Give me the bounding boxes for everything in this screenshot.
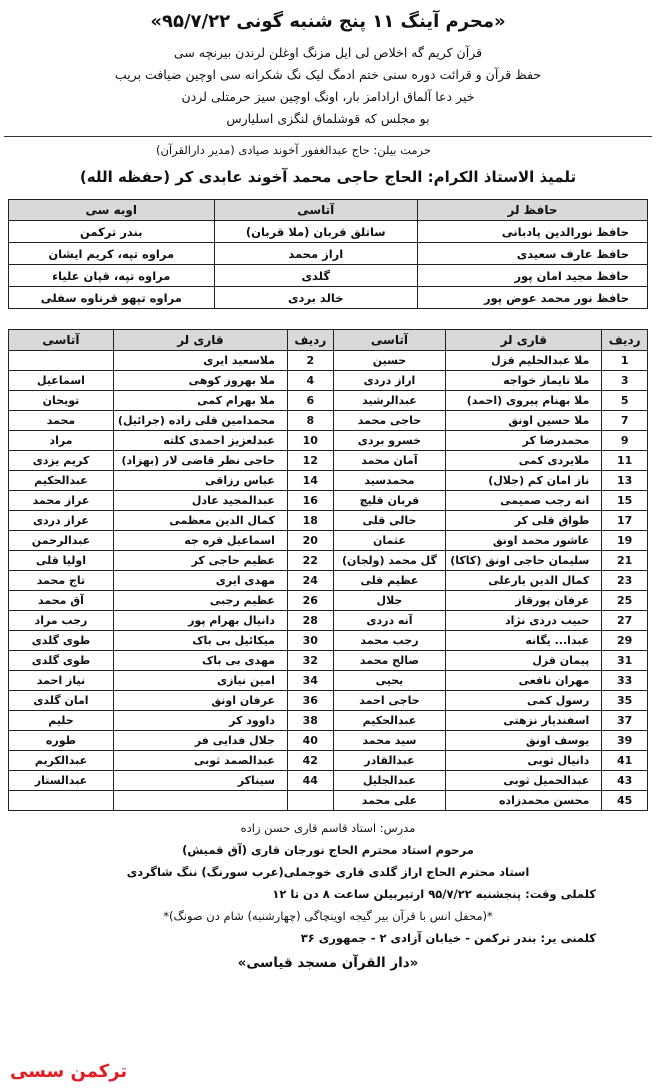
qari-father-cell: حالی قلی [333, 511, 446, 531]
qari-index-cell: 15 [602, 491, 648, 511]
qari-name-cell: عظیم حاجی کر [113, 551, 287, 571]
qari-row [9, 551, 648, 571]
qari-father-cell: مراد [9, 431, 114, 451]
qari-row [9, 631, 648, 651]
qari-father-cell: محمدسید [333, 471, 446, 491]
qari-index-cell: 28 [287, 611, 333, 631]
qari-name-cell: ملاسعید ایری [113, 351, 287, 371]
qari-index-cell: 45 [602, 791, 648, 811]
qari-father-cell: آمان محمد [333, 451, 446, 471]
qari-row [9, 691, 648, 711]
qari-row [9, 371, 648, 391]
qari-name-cell: ملا بهنام پیروی (احمد) [446, 391, 602, 411]
qari-name-cell: حبیب دردی نژاد [446, 611, 602, 631]
qari-name-cell: سلیمان حاجی اونق (کاکا) [446, 551, 602, 571]
qari-index-cell: 24 [287, 571, 333, 591]
hafiz-name-cell: حافظ عارف سعیدی [417, 243, 647, 265]
qari-name-cell: طواق قلی کر [446, 511, 602, 531]
qari-name-cell: ملا بهرام کمی [113, 391, 287, 411]
qari-father-cell: تویحان [9, 391, 114, 411]
qari-header-row [9, 330, 648, 351]
qari-index-cell: 31 [602, 651, 648, 671]
intro-line: قرآن کریم گه اخلاص لی ایل مزنگ اوغلن لرندن بیرنچه سی [173, 45, 483, 60]
qari-name-cell: حاجی نظر قاضی لار (بهزاد) [113, 451, 287, 471]
qari-index-cell: 8 [287, 411, 333, 431]
address-line: کلمنی یر: بندر ترکمن - خیابان آزادی ۲ - جمهوری ۳۶ [300, 931, 596, 945]
qari-row [9, 491, 648, 511]
hafiz-header-village: اوبه سی [9, 200, 215, 221]
qari-row [9, 651, 648, 671]
qari-row [9, 471, 648, 491]
qari-name-cell: عبدالصمد ثوبی [113, 751, 287, 771]
qari-father-cell: عبدالرحمن [9, 531, 114, 551]
hafiz-name-cell: حافظ نورالدین پادبانی [417, 221, 647, 243]
qari-index-cell: 21 [602, 551, 648, 571]
qari-index-cell: 38 [287, 711, 333, 731]
qari-father-cell: حلیم [9, 711, 114, 731]
qari-father-cell: طوی گلدی [9, 651, 114, 671]
qari-index-cell: 26 [287, 591, 333, 611]
qari-father-cell: عبدالجلیل [333, 771, 446, 791]
qari-name-cell: انه رجب صمیمی [446, 491, 602, 511]
qari-name-cell: داوود کر [113, 711, 287, 731]
qari-father-cell: گل محمد (ولجان) [333, 551, 446, 571]
qari-name-cell: ملا تایماز خواجه [446, 371, 602, 391]
qari-name-cell: محسن محمدزاده [446, 791, 602, 811]
hafiz-header-father: آتاسی [214, 200, 417, 221]
master-line: استاد محترم الحاج اراز گلدی قاری خوجملی(عرب سورنگ) ننگ شاگردی [126, 865, 530, 879]
qari-name-cell: کمال الدین یارعلی [446, 571, 602, 591]
qari-name-cell: عباس رزاقی [113, 471, 287, 491]
qari-name-cell: پیمان قزل [446, 651, 602, 671]
qari-father-cell: عبدالکریم [9, 751, 114, 771]
qari-father-cell: عظیم قلی [333, 571, 446, 591]
qari-index-cell: 5 [602, 391, 648, 411]
qari-index-cell: 29 [602, 631, 648, 651]
qari-index-cell: 19 [602, 531, 648, 551]
closing-signature: «دار القرآن مسجد قیاسی» [237, 955, 419, 971]
qari-index-cell: 36 [287, 691, 333, 711]
qari-father-cell: جلال [333, 591, 446, 611]
qari-name-cell: ناز امان کم (جلال) [446, 471, 602, 491]
qari-father-cell: محمد [9, 411, 114, 431]
note-line: *(محفل انس با قرآن بیر گیجه اوینچاگی (چهارشنبه) شام دن صونگ)* [163, 909, 493, 923]
qari-header-index: ردیف [287, 330, 333, 351]
qari-name-cell: عاشور محمد اونق [446, 531, 602, 551]
hafiz-header-name: حافظ لر [417, 200, 647, 221]
qari-father-cell: حاجی احمد [333, 691, 446, 711]
hafiz-row [9, 265, 648, 287]
qari-name-cell: عظیم رجبی [113, 591, 287, 611]
qari-father-cell: عراز محمد [9, 491, 114, 511]
qari-index-cell: 3 [602, 371, 648, 391]
hafiz-header-row [9, 200, 648, 221]
qari-index-cell: 16 [287, 491, 333, 511]
qari-index-cell: 39 [602, 731, 648, 751]
qari-header-index: ردیف [602, 330, 648, 351]
qari-row [9, 751, 648, 771]
qari-index-cell: 22 [287, 551, 333, 571]
qari-father-cell: عبدالحکیم [9, 471, 114, 491]
qari-index-cell: 32 [287, 651, 333, 671]
qari-index-cell: 35 [602, 691, 648, 711]
qari-index-cell: 27 [602, 611, 648, 631]
qari-row [9, 771, 648, 791]
qari-row [9, 451, 648, 471]
watermark-logo: ترکمن سسی [10, 1061, 128, 1082]
qari-name-cell: سیناکر [113, 771, 287, 791]
qari-name-cell: عبدا... یگانه [446, 631, 602, 651]
invitation-text [0, 42, 656, 130]
hafiz-table [8, 199, 648, 309]
qari-father-cell: تاج محمد [9, 571, 114, 591]
qari-index-cell: 43 [602, 771, 648, 791]
qari-index-cell: 37 [602, 711, 648, 731]
qari-index-cell [287, 791, 333, 811]
qari-father-cell: قربان قلیچ [333, 491, 446, 511]
qari-name-cell: عرفان اونق [113, 691, 287, 711]
qari-index-cell: 13 [602, 471, 648, 491]
qari-father-cell: آق محمد [9, 591, 114, 611]
qari-row [9, 731, 648, 751]
qari-father-cell: طوره [9, 731, 114, 751]
qari-name-cell: کمال الدین معظمی [113, 511, 287, 531]
hafiz-father-cell: خالد بردی [214, 287, 417, 309]
hafiz-father-cell: گلدی [214, 265, 417, 287]
qari-index-cell: 12 [287, 451, 333, 471]
divider [4, 136, 652, 137]
qari-father-cell: سید محمد [333, 731, 446, 751]
qari-row [9, 391, 648, 411]
qari-header-father: آتاسی [9, 330, 114, 351]
hafiz-village-cell: مراوه تپه، قپان علیاء [9, 265, 215, 287]
qari-index-cell: 41 [602, 751, 648, 771]
intro-line: حفظ قرآن و قرائت دوره سنی ختم ادمگ لیک نگ شکرانه سی اوچین ضیافت بریب [114, 67, 542, 82]
qari-index-cell: 44 [287, 771, 333, 791]
qari-father-cell: رجب مراد [9, 611, 114, 631]
late-master-line: مرحوم استاد محترم الحاج نورجان قاری (آق قمیش) [182, 843, 474, 857]
qari-father-cell: امان گلدی [9, 691, 114, 711]
qari-header-father: آتاسی [333, 330, 446, 351]
qari-index-cell: 7 [602, 411, 648, 431]
qari-father-cell: علی محمد [333, 791, 446, 811]
qari-father-cell: اراز دردی [333, 371, 446, 391]
qari-name-cell: عبدالمجید عادل [113, 491, 287, 511]
qari-header-name: قاری لر [446, 330, 602, 351]
qari-index-cell: 9 [602, 431, 648, 451]
qari-row [9, 351, 648, 371]
qari-name-cell: مهدی ایری [113, 571, 287, 591]
qari-index-cell: 4 [287, 371, 333, 391]
time-line: کلملی وقت: پنجشنبه ۹۵/۷/۲۲ ارتیربیلن ساعت ۸ دن تا ۱۲ [272, 887, 596, 901]
qari-father-cell: رجب محمد [333, 631, 446, 651]
qari-name-cell: رسول کمی [446, 691, 602, 711]
qari-father-cell: اولیا قلی [9, 551, 114, 571]
hafiz-father-cell: اراز محمد [214, 243, 417, 265]
qari-index-cell: 34 [287, 671, 333, 691]
qari-name-cell [113, 791, 287, 811]
qari-index-cell: 42 [287, 751, 333, 771]
intro-line: خیر دعا آلماق ارادامز بار، اونگ اوچین سیز حرمتلی لردن [181, 89, 475, 104]
qari-index-cell: 6 [287, 391, 333, 411]
qari-father-cell: خسرو بردی [333, 431, 446, 451]
tilmidh-heading: تلمیذ الاستاذ الکرام: الحاج حاجی محمد آخوند عابدی کر (حفظه الله) [79, 168, 577, 186]
qari-row [9, 411, 648, 431]
qari-father-cell: صالح محمد [333, 651, 446, 671]
qari-row [9, 671, 648, 691]
qari-father-cell: اسماعیل [9, 371, 114, 391]
qari-father-cell: یحیی [333, 671, 446, 691]
qari-father-cell: عبدالستار [9, 771, 114, 791]
qari-father-cell: آنه دردی [333, 611, 446, 631]
qari-index-cell: 2 [287, 351, 333, 371]
qari-name-cell: اسفندیار نزهتی [446, 711, 602, 731]
qari-name-cell: دانیال ثوبی [446, 751, 602, 771]
qari-index-cell: 20 [287, 531, 333, 551]
qari-name-cell: ملا حسین اونق [446, 411, 602, 431]
qari-index-cell: 18 [287, 511, 333, 531]
qari-father-cell [9, 791, 114, 811]
hafiz-father-cell: ساتلق قربان (ملا قربان) [214, 221, 417, 243]
document-title: «محرم آینگ ۱۱ پنج شنبه گونی ۹۵/۷/۲۲» [150, 11, 506, 32]
qari-name-cell: امین نیازی [113, 671, 287, 691]
qari-index-cell: 40 [287, 731, 333, 751]
qari-row [9, 531, 648, 551]
hafiz-village-cell: مراوه تپه، کریم ایشان [9, 243, 215, 265]
qari-father-cell: عراز دردی [9, 511, 114, 531]
qari-index-cell: 14 [287, 471, 333, 491]
qari-index-cell: 25 [602, 591, 648, 611]
qari-name-cell: مهران نافعی [446, 671, 602, 691]
intro-line: بو مجلس که قوشلماق لنگزی اسلیارس [226, 111, 430, 126]
qari-father-cell: طوی گلدی [9, 631, 114, 651]
qari-header-name: قاری لر [113, 330, 287, 351]
qari-name-cell: محمدرضا کر [446, 431, 602, 451]
qari-father-cell: حسین [333, 351, 446, 371]
qari-name-cell: عبدلعزیز احمدی کلته [113, 431, 287, 451]
qari-row [9, 571, 648, 591]
qari-name-cell: میکائیل بی باک [113, 631, 287, 651]
footer-info [0, 817, 656, 949]
honor-line: حرمت بیلن: حاج عبدالغفور آخوند صیادی (مدیر دارالقرآن) [156, 143, 431, 157]
qari-name-cell: عبدالحمیل ثوبی [446, 771, 602, 791]
qari-table [8, 329, 648, 811]
qari-name-cell: اسماعیل قره جه [113, 531, 287, 551]
qari-father-cell [9, 351, 114, 371]
qari-row [9, 791, 648, 811]
qari-name-cell: عرفان پورقاز [446, 591, 602, 611]
qari-name-cell: دانیال بهرام پور [113, 611, 287, 631]
qari-row [9, 591, 648, 611]
qari-row [9, 511, 648, 531]
qari-row [9, 611, 648, 631]
qari-name-cell: ملا عبدالحلیم قزل [446, 351, 602, 371]
qari-father-cell: کریم یزدی [9, 451, 114, 471]
qari-table-body [9, 351, 648, 811]
hafiz-row [9, 221, 648, 243]
qari-index-cell: 10 [287, 431, 333, 451]
qari-father-cell: عبدالقادر [333, 751, 446, 771]
qari-name-cell: جلال فدایی فر [113, 731, 287, 751]
qari-father-cell: حاجی محمد [333, 411, 446, 431]
qari-father-cell: عثمان [333, 531, 446, 551]
qari-name-cell: محمدامین قلی زاده (جرائیل) [113, 411, 287, 431]
qari-row [9, 711, 648, 731]
qari-index-cell: 11 [602, 451, 648, 471]
hafiz-row [9, 243, 648, 265]
qari-name-cell: ملا بهروز کوهی [113, 371, 287, 391]
hafiz-village-cell: بندر ترکمن [9, 221, 215, 243]
qari-index-cell: 30 [287, 631, 333, 651]
hafiz-row [9, 287, 648, 309]
qari-father-cell: عبدالحکیم [333, 711, 446, 731]
hafiz-table-body [9, 221, 648, 309]
qari-index-cell: 23 [602, 571, 648, 591]
qari-name-cell: یوسف اونق [446, 731, 602, 751]
qari-index-cell: 17 [602, 511, 648, 531]
hafiz-village-cell: مراوه تپهو قرناوه سفلی [9, 287, 215, 309]
hafiz-name-cell: حافظ مجید امان پور [417, 265, 647, 287]
hafiz-name-cell: حافظ نور محمد عوض پور [417, 287, 647, 309]
qari-index-cell: 1 [602, 351, 648, 371]
qari-name-cell: ملایردی کمی [446, 451, 602, 471]
qari-father-cell: عبدالرشید [333, 391, 446, 411]
qari-row [9, 431, 648, 451]
qari-father-cell: نیاز احمد [9, 671, 114, 691]
teacher-line: مدرس: استاد قاسم قاری حسن زاده [240, 821, 416, 835]
qari-name-cell: مهدی بی باک [113, 651, 287, 671]
qari-index-cell: 33 [602, 671, 648, 691]
